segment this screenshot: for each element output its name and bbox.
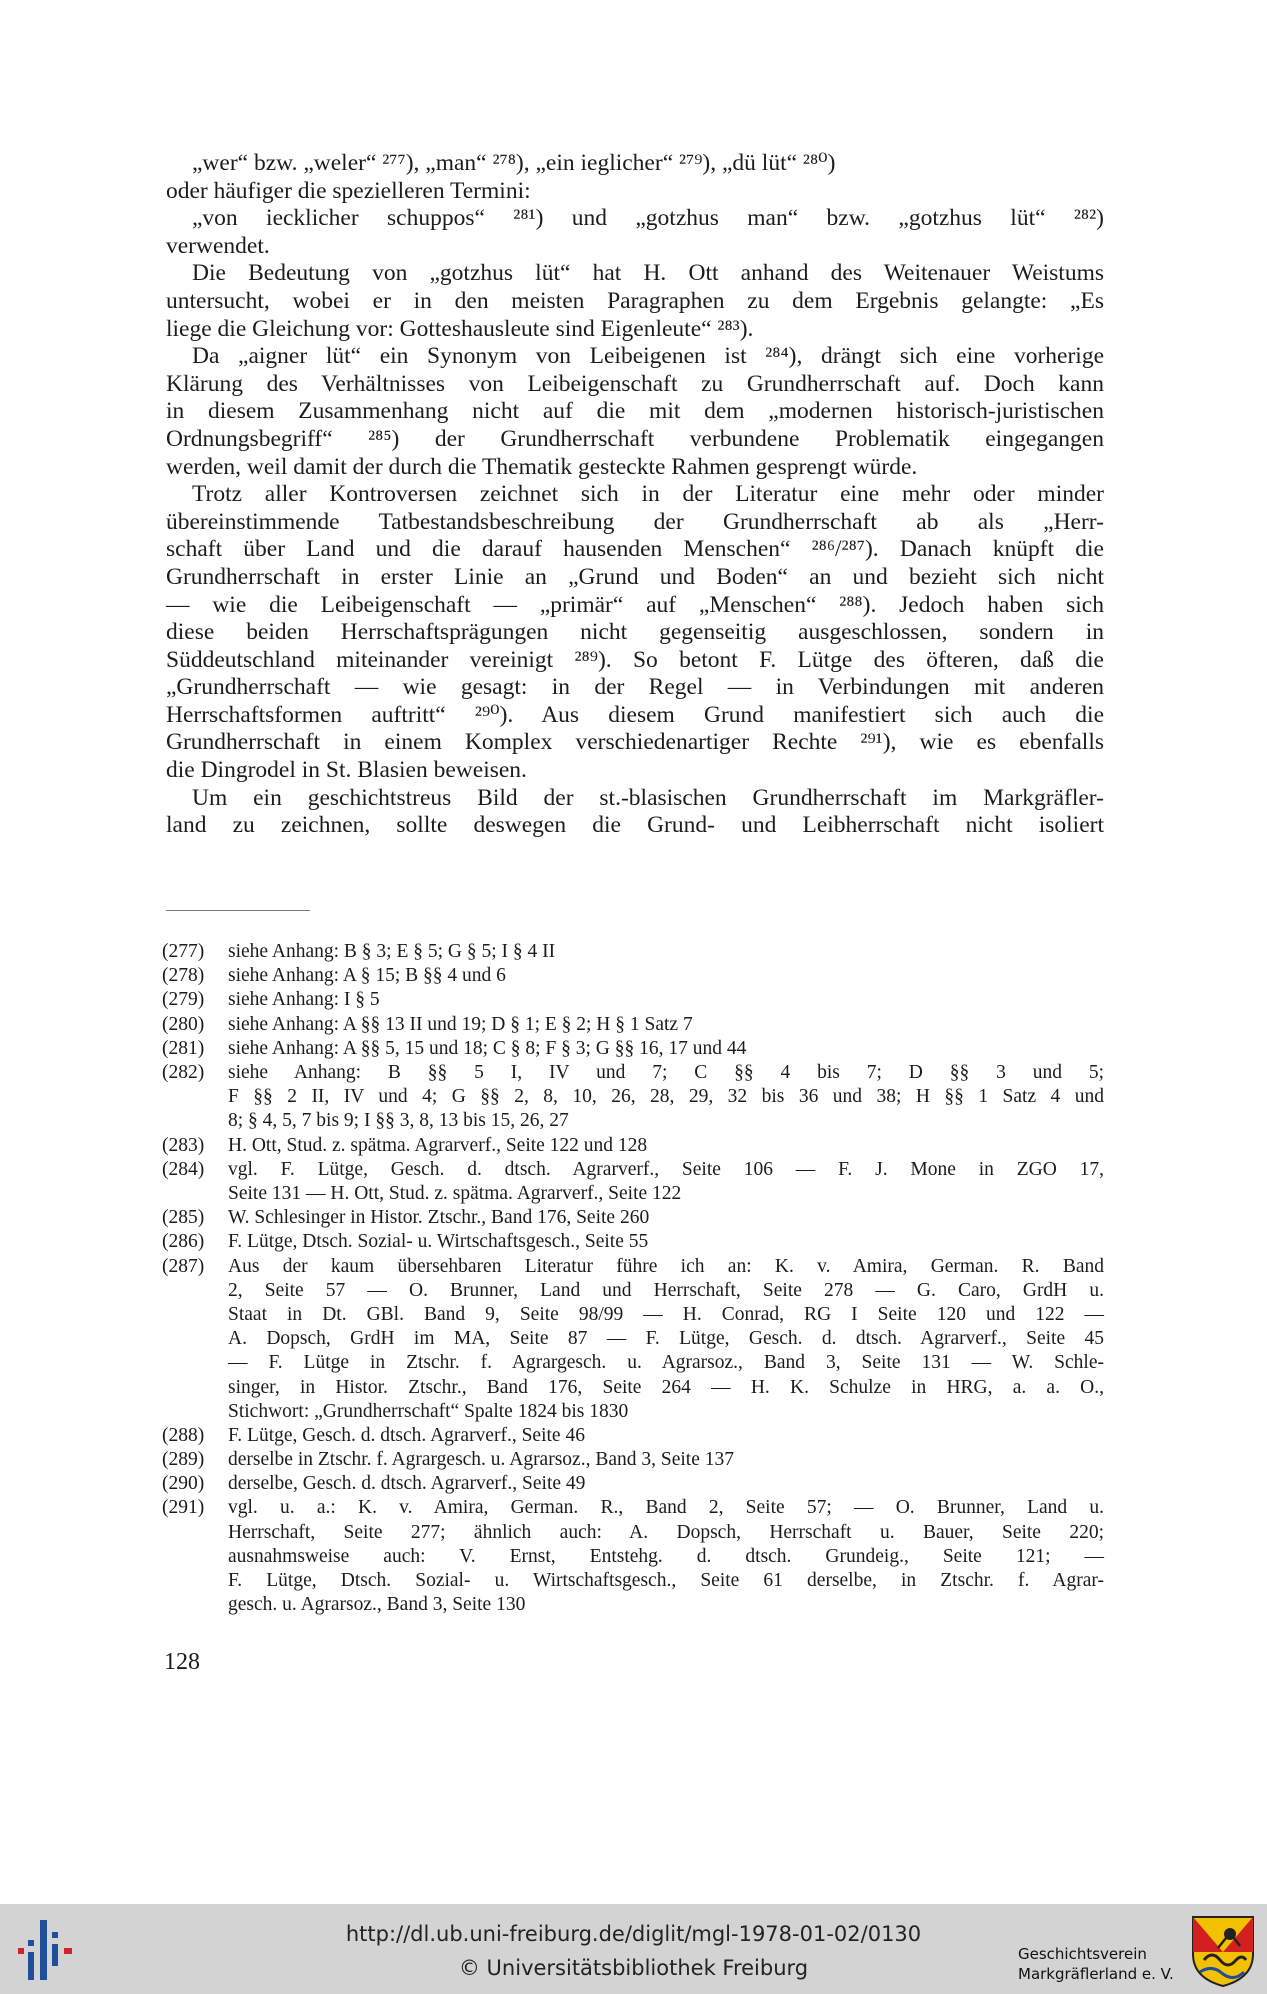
footnote: [162, 1424, 1104, 1448]
footnote-text: [228, 1496, 1104, 1617]
footnote-line: Aus der kaum übersehbaren Literatur führe ich an: K. v. Amira, German. R. Band: [228, 1255, 1104, 1277]
footnote-line: derselbe in Ztschr. f. Agrargesch. u. Agrarsoz., Band 3, Seite 137: [228, 1449, 734, 1471]
footnote-line: F. Lütge, Dtsch. Sozial- u. Wirtschaftsgesch., Seite 55: [228, 1231, 649, 1253]
body-line: Ordnungsbegriff“ ²⁸⁵) der Grundherrschaft verbundene Problematik eingegangen: [166, 425, 1104, 452]
footnotes: [162, 940, 1104, 1617]
main-text: [166, 150, 1104, 840]
body-line: die Dingrodel in St. Blasien beweisen.: [166, 757, 527, 784]
body-line: Herrschaftsformen auftritt“ ²⁹⁰). Aus diesem Grund manifestiert sich auch die: [166, 701, 1104, 728]
body-line: land zu zeichnen, sollte deswegen die Grund- und Leibherrschaft nicht isoliert: [166, 812, 1104, 839]
footnote-text: [228, 1206, 1104, 1230]
society-name-line2: Markgräflerland e. V.: [1018, 1965, 1174, 1983]
body-line: in diesem Zusammenhang nicht auf die mit dem „modernen historisch-juristischen: [166, 398, 1104, 425]
footnote-text: [228, 1230, 1104, 1254]
body-line: Grundherrschaft in einem Komplex verschiedenartiger Rechte ²⁹¹), wie es ebenfalls: [166, 729, 1104, 756]
body-line: Die Bedeutung von „gotzhus lüt“ hat H. Ott anhand des Weitenauer Weistums: [192, 260, 1104, 287]
body-line: Da „aigner lüt“ ein Synonym von Leibeigenen ist ²⁸⁴), drängt sich eine vorherige: [192, 343, 1104, 370]
body-line: werden, weil damit der durch die Thematik gesteckte Rahmen gesprengt würde.: [166, 453, 918, 480]
footnote-number: (284): [162, 1158, 205, 1180]
footnote-number: (291): [162, 1497, 205, 1519]
body-line: Um ein geschichtstreus Bild der st.-blasischen Grundherrschaft im Markgräfler-: [192, 784, 1104, 811]
footnote-line: derselbe, Gesch. d. dtsch. Agrarverf., Seite 49: [228, 1473, 586, 1495]
body-line: Grundherrschaft in erster Linie an „Grund und Boden“ an und bezieht sich nicht: [166, 563, 1104, 590]
footnote-number: (290): [162, 1473, 205, 1495]
body-line: schaft über Land und die darauf hausenden Menschen“ ²⁸⁶/²⁸⁷). Danach knüpft die: [166, 536, 1104, 563]
footnote: [162, 988, 1104, 1012]
footnote-text: [228, 1158, 1104, 1206]
footnote-line: F §§ 2 II, IV und 4; G §§ 2, 8, 10, 26, 28, 29, 32 bis 36 und 38; H §§ 1 Satz 4 und: [228, 1086, 1104, 1108]
footnote: [162, 1230, 1104, 1254]
footnote-line: siehe Anhang: A §§ 5, 15 und 18; C § 8; F § 3; G §§ 16, 17 und 44: [228, 1037, 747, 1059]
footnote: [162, 964, 1104, 988]
body-line: liege die Gleichung vor: Gotteshausleute sind Eigenleute“ ²⁸³).: [166, 315, 754, 342]
footnote-number: (278): [162, 965, 205, 987]
body-line: oder häufiger die spezielleren Termini:: [166, 177, 531, 204]
body-line: „Grundherrschaft — wie gesagt: in der Regel — in Verbindungen mit anderen: [166, 674, 1104, 701]
body-line: — wie die Leibeigenschaft — „primär“ auf „Menschen“ ²⁸⁸). Jedoch haben sich: [166, 591, 1104, 618]
body-line: untersucht, wobei er in den meisten Paragraphen zu dem Ergebnis gelangte: „Es: [166, 287, 1104, 314]
footnote: [162, 1037, 1104, 1061]
footnote-number: (280): [162, 1013, 205, 1035]
footnote-line: Stichwort: „Grundherrschaft“ Spalte 1824 bis 1830: [228, 1400, 629, 1422]
footnote: [162, 940, 1104, 964]
footnote-line: F. Lütge, Dtsch. Sozial- u. Wirtschaftsgesch., Seite 61 derselbe, in Ztschr. f. Agrar-: [228, 1570, 1104, 1592]
footnote-text: [228, 1472, 1104, 1496]
footnote: [162, 1134, 1104, 1158]
footnote-line: H. Ott, Stud. z. spätma. Agrarverf., Seite 122 und 128: [228, 1134, 648, 1156]
body-line: verwendet.: [166, 232, 270, 259]
body-line: „von iecklicher schuppos“ ²⁸¹) und „gotzhus man“ bzw. „gotzhus lüt“ ²⁸²): [192, 205, 1104, 232]
footnote-line: Seite 131 — H. Ott, Stud. z. spätma. Agrarverf., Seite 122: [228, 1182, 682, 1204]
footnote: [162, 1206, 1104, 1230]
footnote-number: (286): [162, 1231, 205, 1253]
footnote: [162, 1158, 1104, 1206]
footnote-line: Staat in Dt. GBl. Band 9, Seite 98/99 — H. Conrad, RG I Seite 120 und 122 —: [228, 1303, 1104, 1325]
footnote: [162, 1061, 1104, 1134]
footnote: [162, 1472, 1104, 1496]
footnote-line: siehe Anhang: I § 5: [228, 989, 380, 1011]
footnote-text: [228, 1424, 1104, 1448]
body-line: Klärung des Verhältnisses von Leibeigenschaft zu Grundherrschaft auf. Doch kann: [166, 370, 1104, 397]
footnote-text: [228, 1037, 1104, 1061]
footnote: [162, 1013, 1104, 1037]
footnote-number: (289): [162, 1449, 205, 1471]
footnote-line: 2, Seite 57 — O. Brunner, Land und Herrschaft, Seite 278 — G. Caro, GrdH u.: [228, 1279, 1104, 1301]
footnote-line: Herrschaft, Seite 277; ähnlich auch: A. Dopsch, Herrschaft u. Bauer, Seite 220;: [228, 1521, 1104, 1543]
body-line: übereinstimmende Tatbestandsbeschreibung der Grundherrschaft ab als „Herr-: [166, 508, 1104, 535]
footnote-line: F. Lütge, Gesch. d. dtsch. Agrarverf., Seite 46: [228, 1424, 585, 1446]
footnote: [162, 1448, 1104, 1472]
footnote-text: [228, 1255, 1104, 1424]
footnote-number: (282): [162, 1062, 205, 1084]
footnote-number: (287): [162, 1255, 205, 1277]
society-name-line1: Geschichtsverein: [1018, 1945, 1147, 1963]
body-line: „wer“ bzw. „weler“ ²⁷⁷), „man“ ²⁷⁸), „ein ieglicher“ ²⁷⁹), „dü lüt“ ²⁸⁰): [192, 150, 836, 176]
footnote-number: (285): [162, 1207, 205, 1229]
footnote-line: siehe Anhang: B §§ 5 I, IV und 7; C §§ 4 bis 7; D §§ 3 und 5;: [228, 1062, 1104, 1084]
footnote-line: ausnahmsweise auch: V. Ernst, Entstehg. d. dtsch. Grundeig., Seite 121; —: [228, 1545, 1104, 1567]
footnote: [162, 1496, 1104, 1617]
body-line: Süddeutschland miteinander vereinigt ²⁸⁹). So betont F. Lütge des öfteren, daß die: [166, 646, 1104, 673]
footnote-separator: [166, 910, 310, 911]
footnote-text: [228, 988, 1104, 1012]
society-crest-icon[interactable]: [1190, 1914, 1256, 1988]
footnote-number: (277): [162, 941, 205, 962]
body-line: Trotz aller Kontroversen zeichnet sich in der Literatur eine mehr oder minder: [192, 481, 1104, 508]
footnote-text: [228, 940, 1104, 964]
footnote-number: (281): [162, 1037, 205, 1059]
footnote-line: siehe Anhang: B § 3; E § 5; G § 5; I § 4 II: [228, 941, 556, 962]
footnote-line: gesch. u. Agrarsoz., Band 3, Seite 130: [228, 1594, 526, 1616]
copyright-notice: © Universitätsbibliothek Freiburg: [458, 1956, 809, 1980]
footnote-line: vgl. u. a.: K. v. Amira, German. R., Band 2, Seite 57; — O. Brunner, Land u.: [228, 1497, 1104, 1519]
footnote-line: 8; § 4, 5, 7 bis 9; I §§ 3, 8, 13 bis 15, 26, 27: [228, 1110, 569, 1132]
footnote-text: [228, 964, 1104, 988]
footnote-number: (283): [162, 1134, 205, 1156]
document-url-link[interactable]: http://dl.ub.uni-freiburg.de/diglit/mgl-1978-01-02/0130: [345, 1922, 922, 1946]
footnote-line: — F. Lütge in Ztschr. f. Agrargesch. u. Agrarsoz., Band 3, Seite 131 — W. Schle-: [228, 1352, 1104, 1374]
footnote-text: [228, 1134, 1104, 1158]
society-name: [1018, 1944, 1178, 1984]
footnote-number: (288): [162, 1424, 205, 1446]
footnote-number: (279): [162, 989, 205, 1011]
footnote-line: singer, in Histor. Ztschr., Band 176, Seite 264 — H. K. Schulze in HRG, a. a. O.,: [228, 1376, 1104, 1398]
footnote: [162, 1255, 1104, 1424]
footnote-line: siehe Anhang: A §§ 13 II und 19; D § 1; E § 2; H § 1 Satz 7: [228, 1013, 693, 1035]
footnote-line: vgl. F. Lütge, Gesch. d. dtsch. Agrarverf., Seite 106 — F. J. Mone in ZGO 17,: [228, 1158, 1104, 1180]
footnote-line: A. Dopsch, GrdH im MA, Seite 87 — F. Lütge, Gesch. d. dtsch. Agrarverf., Seite 45: [228, 1328, 1104, 1350]
footnote-text: [228, 1448, 1104, 1472]
body-line: diese beiden Herrschaftsprägungen nicht gegenseitig ausgeschlossen, sondern in: [166, 619, 1104, 646]
footnote-line: siehe Anhang: A § 15; B §§ 4 und 6: [228, 965, 506, 987]
footnote-text: [228, 1013, 1104, 1037]
page-number: 128: [164, 1649, 200, 1675]
viewer-footer: [0, 1904, 1267, 1994]
footnote-line: W. Schlesinger in Histor. Ztschr., Band 176, Seite 260: [228, 1207, 650, 1229]
footnote-text: [228, 1061, 1104, 1134]
